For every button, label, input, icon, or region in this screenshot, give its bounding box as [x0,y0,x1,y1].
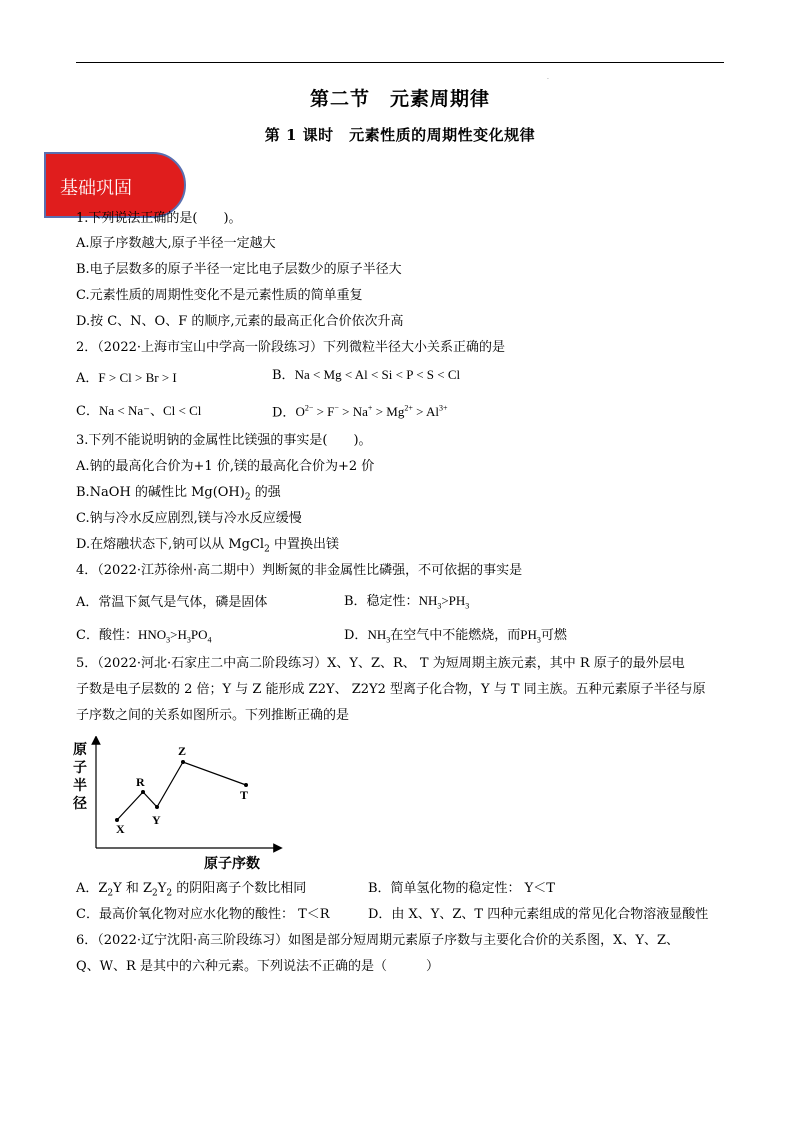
q6-line-2: Q、W、R 是其中的六种元素。下列说法不正确的是（ ） [76,959,439,974]
chart-label-t: T [240,788,249,802]
q3-option-d-pre: D.在熔融状态下,钠可以从 MgCl [76,537,265,552]
chart-label-z: Z [178,744,187,758]
q5-option-d: D．由 X、Y、Z、T 四种元素组成的常见化合物溶液显酸性 [368,907,709,922]
q5-line-2: 子数是电子层数的 2 倍；Y 与 Z 能形成 Z2Y、 Z2Y2 型离子化合物，Y 与 T 同主族。五种元素原子半径与原 [76,682,706,697]
q3-option-b [76,484,281,507]
q2-option-b [272,366,460,385]
q4-option-c [76,626,211,650]
header-rule [76,62,724,63]
q3-option-d-sub: 2 [264,544,270,555]
q3-option-b-pre: B.NaOH 的碱性比 Mg(OH) [76,485,245,500]
q1-option-d: D.按 C、N、O、F 的顺序,元素的最高正化合价依次升高 [76,314,404,329]
q5-option-a-sub2: 2 [152,888,158,899]
chart-point-t [244,783,248,787]
q5-option-a-sub1: 2 [107,888,114,899]
q2-option-b-label: B． [272,368,295,383]
page-subtitle: 第 1 课时 元素性质的周期性变化规律 [264,126,536,144]
q2-option-a-math: F > Cl > Br > I [98,370,177,385]
q4-option-b [344,592,469,616]
q5-option-a-mid: Y 和 Z [113,881,153,896]
q5-option-a-sub3: 2 [166,888,173,899]
q2-option-a-label: A． [76,371,99,386]
section-badge-label: 基础巩固 [60,178,132,199]
q5-option-a-post: 的阴阳离子个数比相同 [172,881,307,896]
q3-option-b-post: 的强 [250,485,281,500]
q2-option-c [76,402,201,421]
q3-option-d [76,536,339,559]
chart-point-z [181,760,185,764]
q2-option-a [76,369,177,388]
chart-y-label-2: 子 [73,761,87,776]
q3-option-b-sub: 2 [244,492,251,503]
q5-line-3: 子序数之间的关系如图所示。下列推断正确的是 [76,708,350,723]
q3-option-c: C.钠与冷水反应剧烈,镁与冷水反应缓慢 [76,511,302,526]
q2-option-b-math: Na < Mg < Al < Si < P < S < Cl [294,367,461,382]
chart-y-label-4: 径 [73,797,87,812]
chart-y-label-3: 半 [73,779,87,794]
q2-option-d-label: D． [272,405,296,421]
q1-option-c: C.元素性质的周期性变化不是元素性质的简单重复 [76,288,363,303]
q5-option-a-pre: A．Z [76,881,108,896]
q2-option-d-math: $O^{2-} > F^- > Na^+ > Mg^{2+} > Al^{3+}$ [295,404,448,420]
q4-option-a: A．常温下氮气是气体，磷是固体 [76,595,268,610]
page-title: 第二节 元素周期律 [309,88,490,110]
q2-option-d [272,400,447,422]
q3-option-a: A.钠的最高化合价为+1 价,镁的最高化合价为+2 价 [76,459,375,474]
header-dot: . [547,74,549,81]
q4-option-d-mid: 在空气中不能燃烧，而 [390,628,521,643]
q1-option-b: B.电子层数多的原子半径一定比电子层数少的原子半径大 [76,262,402,277]
q4-option-c-math: $HNO_3>H_3PO_4$ [137,627,212,645]
q4-option-d-math2: $PH_3$ [520,627,541,645]
chart-series-line [117,762,249,820]
q2-stem: 2．（2022·上海市宝山中学高一阶段练习）下列微粒半径大小关系正确的是 [76,340,505,355]
q4-option-b-math: $NH_3>PH_3$ [418,593,470,611]
q1-stem: 1.下列说法正确的是( )。 [76,211,242,226]
q5-option-c: C．最高价氧化物对应水化物的酸性： T＜R [76,907,330,922]
q5-option-b: B．简单氢化物的稳定性： Y＜T [368,881,555,896]
chart-point-r [141,790,145,794]
q4-option-c-label: C．酸性： [76,628,138,643]
q2-option-c-math: Na < Na⁻、Cl < Cl [98,403,202,418]
q2-option-c-label: C． [76,404,99,419]
q5-option-a: A．$Z_2Y$ 和 $Z_2Y_2$ 的阴阳离子个数比相同 [76,881,307,899]
q4-option-b-label: B．稳定性： [344,594,419,609]
chart-label-x: X [116,822,125,836]
q4-option-d-label: D． [344,628,368,643]
chart-label-y: Y [152,813,161,827]
q6-line-1: 6．（2022·辽宁沈阳·高三阶段练习）如图是部分短周期元素原子序数与主要化合价的关系图，X、Y、Z、 [76,933,679,948]
q4-stem: 4．（2022·江苏徐州·高二期中）判断氮的非金属性比磷强，不可依据的事实是 [76,563,523,578]
q4-option-d [344,626,567,650]
q3-option-d-post: 中置换出镁 [269,537,339,552]
q5-line-1: 5．（2022·河北·石家庄二中高二阶段练习）X、Y、Z、R、 T 为短周期主族元素，其中 R 原子的最外层电 [76,656,685,671]
chart-label-r: R [136,775,145,789]
q1-option-a: A.原子序数越大,原子半径一定越大 [76,236,276,251]
q4-option-d-end: 可燃 [540,628,567,643]
q3-stem: 3.下列不能说明钠的金属性比镁强的事实是( )。 [76,433,372,448]
q5-chart [70,736,290,876]
chart-point-y [155,805,159,809]
chart-y-label-1: 原 [73,743,87,758]
q4-option-d-math1: $NH_3$ [367,627,391,645]
chart-x-label: 原子序数 [204,857,260,872]
